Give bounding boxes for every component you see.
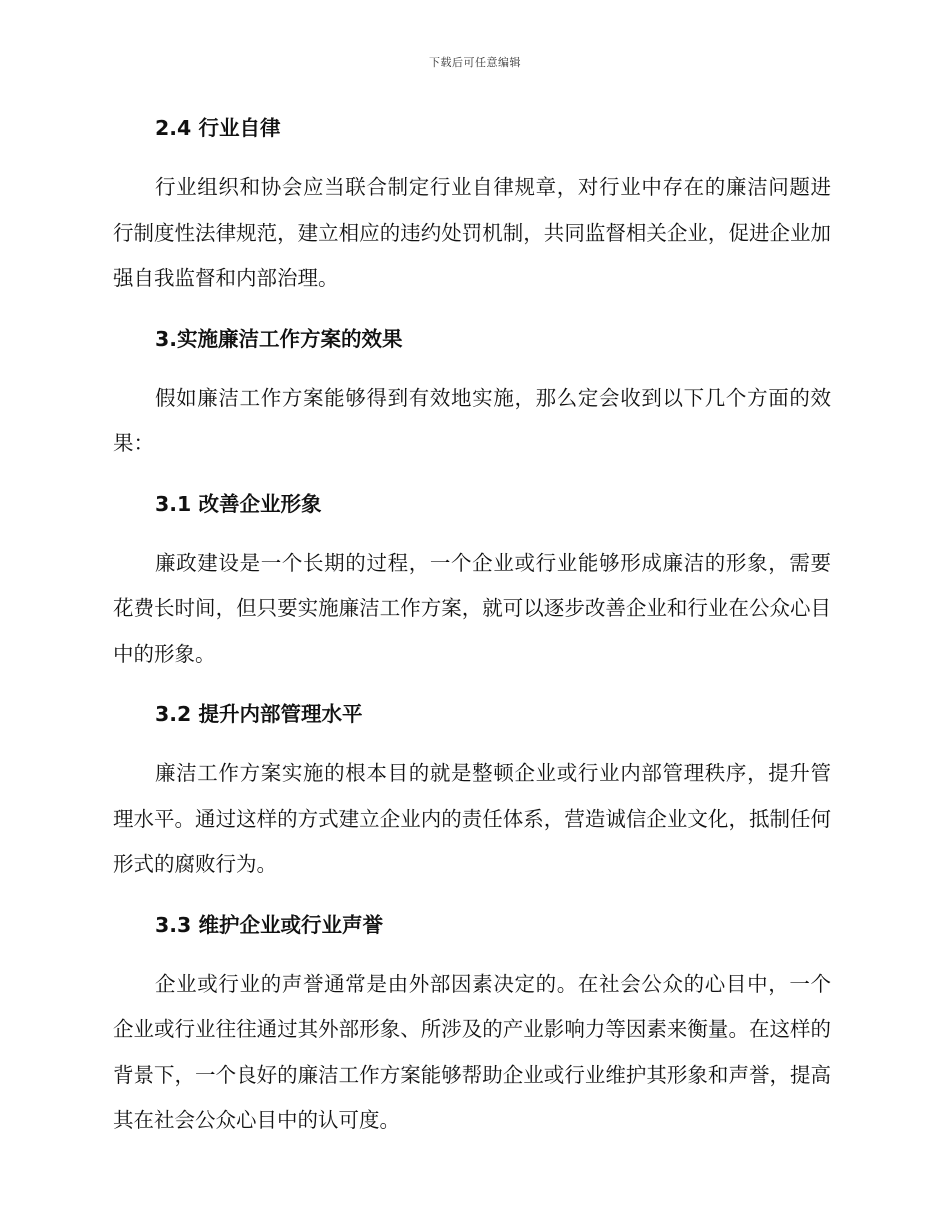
section-paragraph-3-1: 廉政建设是一个长期的过程，一个企业或行业能够形成廉洁的形象，需要花费长时间，但只要实施廉洁工作方案，就可以逐步改善企业和行业在公众心目中的形象。	[113, 550, 831, 666]
section-heading-2-4: 2.4 行业自律	[155, 116, 281, 140]
section-heading-3-1: 3.1 改善企业形象	[155, 491, 322, 516]
section-paragraph-3: 假如廉洁工作方案能够得到有效地实施，那么定会收到以下几个方面的效果：	[113, 385, 831, 455]
section-heading-3: 3.实施廉洁工作方案的效果	[155, 326, 403, 351]
section-heading-3-3: 3.3 维护企业或行业声誉	[155, 912, 383, 937]
page-header: 下载后可任意编辑	[429, 56, 521, 69]
section-paragraph-3-2: 廉洁工作方案实施的根本目的就是整顿企业或行业内部管理秩序，提升管理水平。通过这样的方式建立企业内的责任体系，营造诚信企业文化，抵制任何形式的腐败行为。	[113, 761, 831, 876]
section-heading-3-2: 3.2 提升内部管理水平	[155, 702, 363, 726]
section-paragraph-2-4: 行业组织和协会应当联合制定行业自律规章，对行业中存在的廉洁问题进行制度性法律规范，建立相应的违约处罚机制，共同监督相关企业，促进企业加强自我监督和内部治理。	[113, 175, 831, 290]
section-paragraph-3-3: 企业或行业的声誉通常是由外部因素决定的。在社会公众的心目中，一个企业或行业往往通过其外部形象、所涉及的产业影响力等因素来衡量。在这样的背景下，一个良好的廉洁工作方案能够帮助企业或行业维护其形象和声誉，提高其在社会公众心目中的认可度。	[113, 971, 831, 1132]
document-body	[113, 112, 831, 1144]
